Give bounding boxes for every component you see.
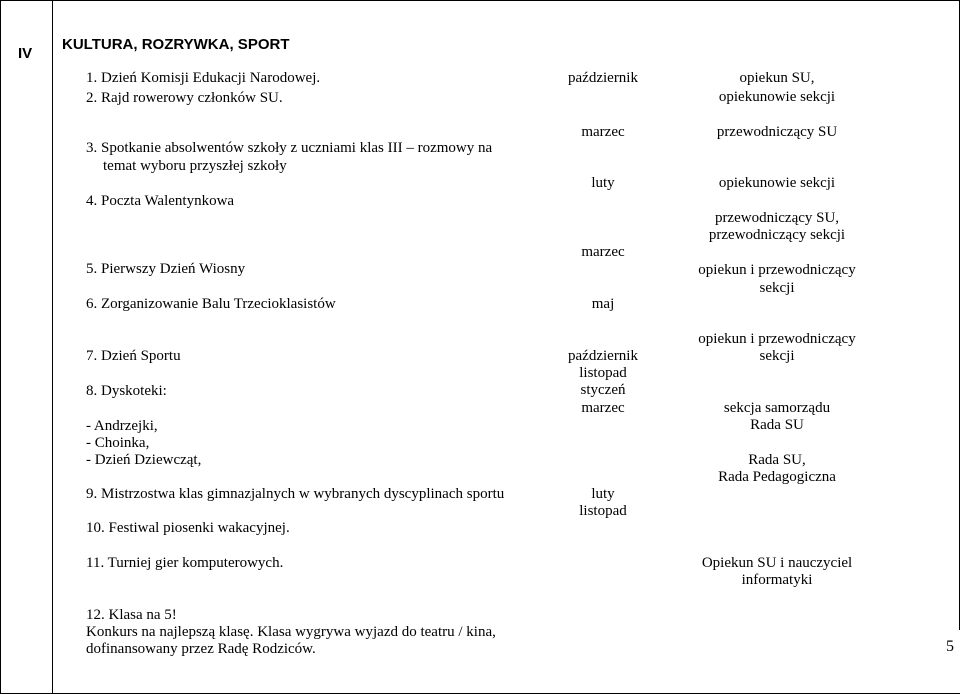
date-cell: listopad: [579, 365, 627, 381]
section-title: KULTURA, ROZRYWKA, SPORT: [62, 36, 290, 53]
column-divider: [52, 0, 53, 694]
responsible-cell: przewodniczący SU,: [714, 210, 840, 226]
responsible-cell: opiekun i przewodniczący: [698, 262, 856, 278]
event-item: 1. Dzień Komisji Edukacji Narodowej.: [86, 70, 321, 86]
date-cell: styczeń: [580, 382, 626, 398]
responsible-cell: Rada Pedagogiczna: [718, 469, 836, 485]
responsible-cell: Rada SU: [750, 417, 804, 433]
responsible-cell: opiekun SU,: [739, 70, 815, 86]
event-item: 11. Turniej gier komputerowych.: [86, 555, 284, 571]
responsible-cell: Rada SU,: [748, 452, 806, 468]
responsible-cell: sekcja samorządu: [723, 400, 831, 416]
section-number: IV: [18, 45, 33, 62]
date-cell: marzec: [581, 124, 625, 140]
page-number: 5: [946, 638, 954, 655]
date-cell: maj: [591, 296, 615, 312]
responsible-cell: opiekun i przewodniczący: [698, 331, 856, 347]
date-cell: październik: [568, 70, 638, 86]
date-cell: marzec: [581, 244, 625, 260]
responsible-cell: przewodniczący SU: [716, 124, 838, 140]
event-subitem: - Choinka,: [86, 435, 150, 451]
event-item: 10. Festiwal piosenki wakacyjnej.: [86, 520, 290, 536]
date-cell: luty: [591, 486, 615, 502]
event-description: dofinansowany przez Radę Rodziców.: [86, 641, 316, 657]
responsible-cell: przewodniczący sekcji: [708, 227, 846, 243]
event-subitem: - Andrzejki,: [86, 418, 158, 434]
responsible-cell: sekcji: [759, 348, 795, 364]
event-item: 12. Klasa na 5!: [86, 607, 177, 623]
event-subitem: - Dzień Dziewcząt,: [86, 452, 202, 468]
responsible-cell: opiekunowie sekcji: [718, 89, 836, 105]
event-description: Konkurs na najlepszą klasę. Klasa wygrywa wyjazd do teatru / kina,: [86, 624, 496, 640]
date-cell: marzec: [581, 400, 625, 416]
event-item: 8. Dyskoteki:: [86, 383, 167, 399]
responsible-cell: sekcji: [759, 280, 795, 296]
event-item: 4. Poczta Walentynkowa: [86, 193, 235, 209]
table-border-left: [0, 0, 1, 694]
event-item: 5. Pierwszy Dzień Wiosny: [86, 261, 246, 277]
responsible-cell: informatyki: [741, 572, 813, 588]
event-item: 6. Zorganizowanie Balu Trzecioklasistów: [86, 296, 336, 312]
event-item: 9. Mistrzostwa klas gimnazjalnych w wybranych dyscyplinach sportu: [86, 486, 505, 502]
responsible-cell: Opiekun SU i nauczyciel: [701, 555, 853, 571]
date-cell: luty: [591, 175, 615, 191]
date-cell: listopad: [579, 503, 627, 519]
responsible-cell: opiekunowie sekcji: [718, 175, 836, 191]
event-item: 3. Spotkanie absolwentów szkoły z uczniami klas III – rozmowy na: [86, 140, 493, 156]
event-item: 2. Rajd rowerowy członków SU.: [86, 90, 283, 106]
date-cell: październik: [568, 348, 638, 364]
table-border-top: [0, 0, 960, 1]
event-item: temat wyboru przyszłej szkoły: [103, 158, 287, 174]
event-item: 7. Dzień Sportu: [86, 348, 181, 364]
